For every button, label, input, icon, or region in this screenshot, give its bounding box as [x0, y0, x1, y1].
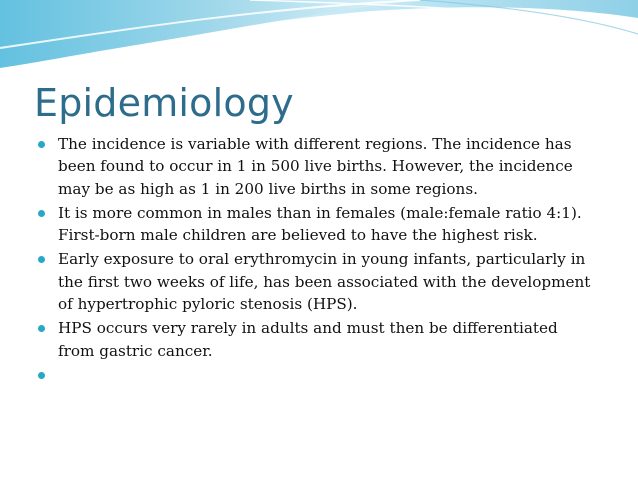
bullet-dot-icon — [38, 256, 45, 263]
header-wave-decoration — [0, 0, 638, 80]
bullet-dot-icon — [38, 210, 45, 217]
bullet-text: HPS occurs very rarely in adults and must then be differentiated from gastric cancer. — [58, 319, 558, 360]
bullet-item — [38, 133, 598, 200]
bullet-dot-icon — [38, 325, 45, 332]
bullet-text: It is more common in males than in females (male:female ratio 4:1). First-born male children are believed to have the highest risk. — [58, 203, 582, 245]
bullet-list — [38, 133, 598, 388]
bullet-item — [38, 248, 598, 315]
bullet-text: Early exposure to oral erythromycin in young infants, particularly in the first two weeks of life, has been associated with the development of hypertrophic pyloric stenosis (HPS). — [58, 250, 591, 314]
slide-title: Epidemiology — [34, 81, 294, 125]
bullet-item — [38, 317, 598, 362]
bullet-dot-icon — [38, 372, 45, 379]
bullet-item-empty — [38, 364, 598, 386]
bullet-dot-icon — [38, 141, 45, 148]
bullet-text: The incidence is variable with different regions. The incidence has been found to occur in 1 in 500 live births. However, the incidence may be as high as 1 in 200 live births in some regions. — [58, 135, 573, 198]
bullet-item — [38, 202, 598, 247]
